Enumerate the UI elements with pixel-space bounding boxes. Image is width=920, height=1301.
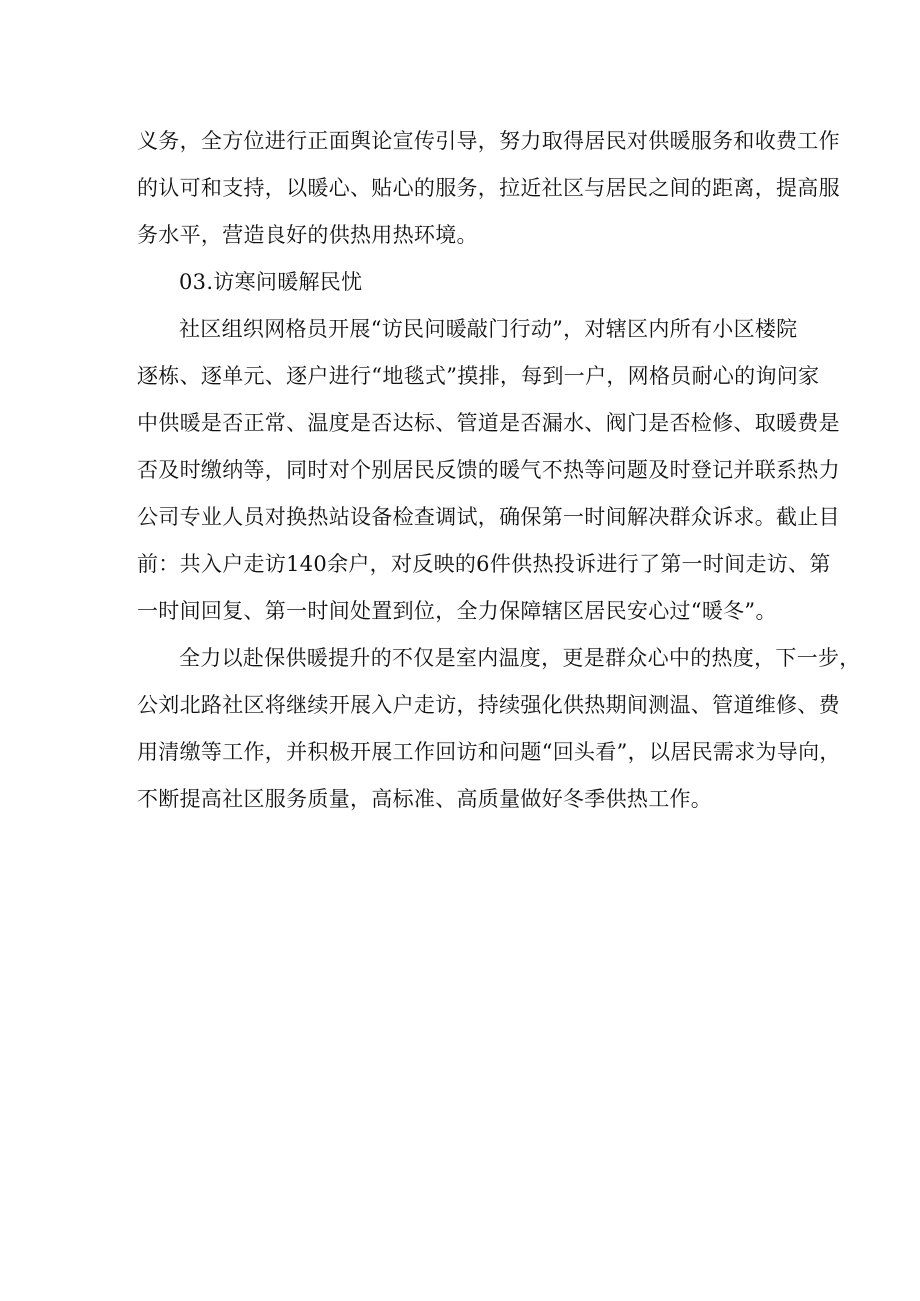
paragraph-2-line-1: 社区组织网格员开展“访民问暖敲门行动”，对辖区内所有小区楼院	[179, 317, 798, 341]
paragraph-1-line-1: 义务，全方位进行正面舆论宣传引导，努力取得居民对供暖服务和收费工作	[137, 129, 840, 153]
paragraph-3-line-2: 公刘北路社区将继续开展入户走访，持续强化供热期间测温、管道维修、费	[137, 693, 840, 717]
paragraph-2-line-5: 公司专业人员对换热站设备检查调试，确保第一时间解决群众诉求。截止目	[137, 505, 840, 529]
paragraph-2-line-2: 逐栋、逐单元、逐户进行“地毯式”摸排，每到一户，网格员耐心的询问家	[137, 364, 820, 388]
paragraph-2-line-4: 否及时缴纳等，同时对个别居民反馈的暖气不热等问题及时登记并联系热力	[137, 458, 840, 482]
paragraph-3-line-1: 全力以赴保供暖提升的不仅是室内温度，更是群众心中的热度，下一步，	[179, 646, 861, 670]
paragraph-2-line-6: 前：共入户走访140余户，对反映的6件供热投诉进行了第一时间走访、第	[137, 552, 831, 576]
document-body	[137, 118, 861, 823]
paragraph-3-line-3: 用清缴等工作，并积极开展工作回访和问题“回头看”，以居民需求为导向，	[137, 740, 841, 764]
paragraph-2-line-3: 中供暖是否正常、温度是否达标、管道是否漏水、阀门是否检修、取暖费是	[137, 411, 840, 435]
paragraph-1-line-2: 的认可和支持，以暖心、贴心的服务，拉近社区与居民之间的距离，提高服	[137, 176, 840, 200]
paragraph-1-line-3: 务水平，营造良好的供热用热环境。	[137, 223, 478, 247]
section-heading: 03.访寒问暖解民忧	[179, 270, 363, 294]
paragraph-2-line-7: 一时间回复、第一时间处置到位，全力保障辖区居民安心过“暖冬”。	[137, 599, 777, 623]
paragraph-3-line-4: 不断提高社区服务质量，高标准、高质量做好冬季供热工作。	[137, 787, 713, 811]
